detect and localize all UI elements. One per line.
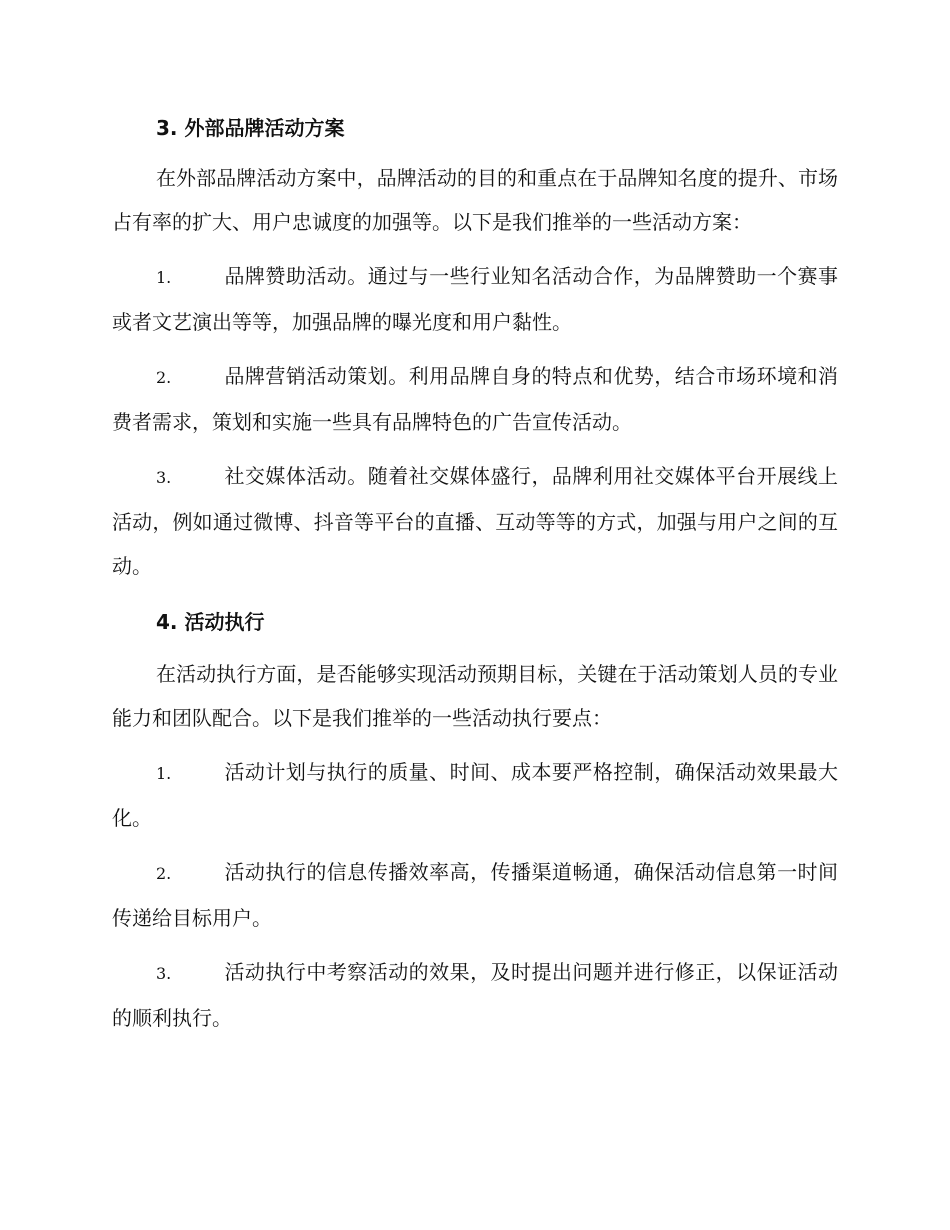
list-item-text: 活动计划与执行的质量、时间、成本要严格控制，确保活动效果最大化。 bbox=[112, 760, 838, 830]
list-item-number: 2. bbox=[156, 864, 172, 883]
list-item bbox=[112, 454, 838, 588]
list-item-text: 活动执行中考察活动的效果，及时提出问题并进行修正，以保证活动的顺利执行。 bbox=[112, 960, 838, 1030]
list-item bbox=[112, 950, 838, 1040]
section-heading-execution: 4. 活动执行 bbox=[156, 610, 265, 634]
list-item bbox=[112, 354, 838, 444]
list-item-number: 3. bbox=[156, 964, 172, 983]
list-item-number: 1. bbox=[156, 268, 172, 287]
list-item bbox=[112, 850, 838, 940]
list-item-text: 社交媒体活动。随着社交媒体盛行，品牌利用社交媒体平台开展线上活动，例如通过微博、抖音等平台的直播、互动等等的方式，加强与用户之间的互动。 bbox=[112, 464, 838, 578]
list-item-text: 品牌赞助活动。通过与一些行业知名活动合作，为品牌赞助一个赛事或者文艺演出等等，加强品牌的曝光度和用户黏性。 bbox=[112, 264, 838, 334]
list-item-text: 品牌营销活动策划。利用品牌自身的特点和优势，结合市场环境和消费者需求，策划和实施一些具有品牌特色的广告宣传活动。 bbox=[112, 364, 838, 434]
list-item-number: 2. bbox=[156, 368, 172, 387]
document-page bbox=[112, 112, 838, 1040]
list-item-text: 活动执行的信息传播效率高，传播渠道畅通，确保活动信息第一时间传递给目标用户。 bbox=[112, 860, 838, 930]
section-intro-execution: 在活动执行方面，是否能够实现活动预期目标，关键在于活动策划人员的专业能力和团队配合。以下是我们推举的一些活动执行要点： bbox=[112, 662, 838, 730]
section-heading-external-brand: 3. 外部品牌活动方案 bbox=[156, 116, 345, 140]
section-intro-external-brand: 在外部品牌活动方案中，品牌活动的目的和重点在于品牌知名度的提升、市场占有率的扩大、用户忠诚度的加强等。以下是我们推举的一些活动方案： bbox=[112, 166, 838, 234]
list-item-number: 3. bbox=[156, 468, 172, 487]
list-item-number: 1. bbox=[156, 764, 172, 783]
list-item bbox=[112, 254, 838, 344]
list-item bbox=[112, 750, 838, 840]
